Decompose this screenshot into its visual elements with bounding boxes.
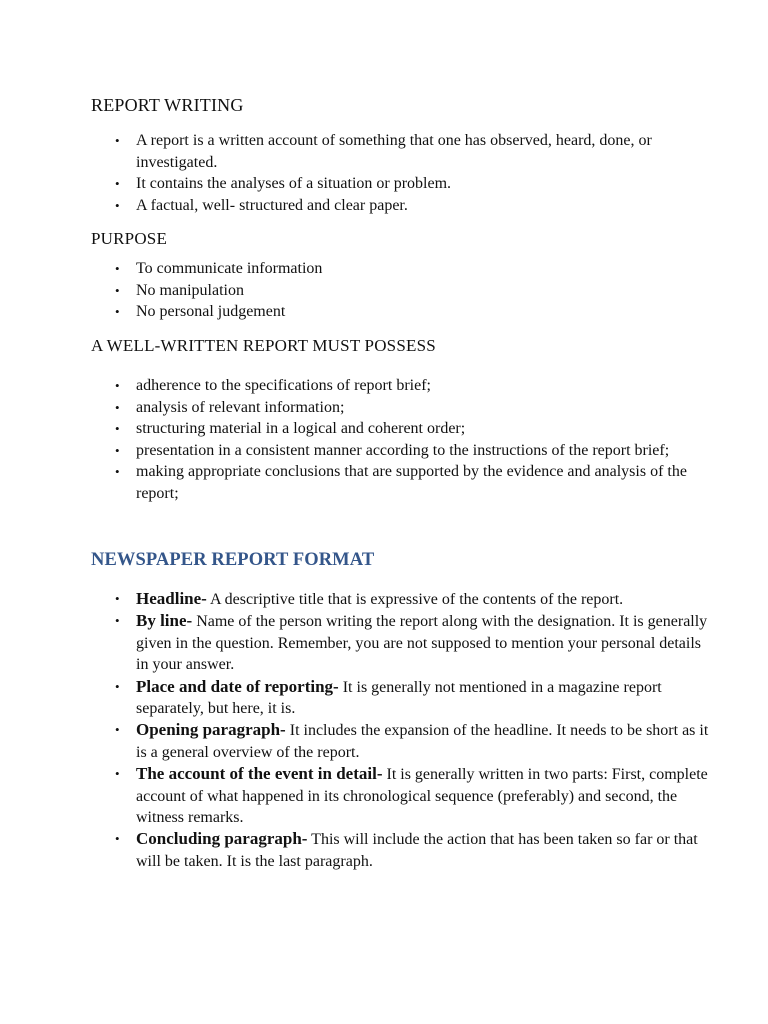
heading-well-written-report: A WELL-WRITTEN REPORT MUST POSSESS: [91, 336, 436, 355]
list-item: [91, 173, 691, 195]
bullet-icon: •: [115, 176, 120, 191]
heading-newspaper-report-format: NEWSPAPER REPORT FORMAT: [91, 550, 375, 570]
format-term: By line-: [136, 611, 193, 631]
list-item-text: To communicate information: [136, 260, 323, 277]
bullet-icon: •: [115, 421, 120, 436]
list-item: [91, 719, 711, 763]
list-item: [91, 258, 691, 280]
list-item-text: No manipulation: [136, 281, 244, 299]
list-item: [91, 130, 691, 173]
list-item: [91, 676, 711, 720]
bullet-icon: •: [115, 831, 120, 847]
list-item-text: No personal judgement: [136, 303, 286, 320]
list-item: [91, 610, 711, 675]
format-description: A descriptive title that is expressive of the contents of the report.: [206, 591, 624, 608]
format-term: Opening paragraph-: [136, 720, 286, 740]
format-description: It includes the expansion of the headline. It needs to be short as it is a general overview of the report.: [136, 722, 709, 761]
list-item-text: It contains the analyses of a situation or problem.: [136, 175, 452, 192]
format-description: Name of the person writing the report along with the designation. It is generally given in the question. Remember, you are not supposed to mention your personal details in your answer.: [136, 613, 708, 674]
bullet-icon: •: [115, 133, 120, 148]
list-item-text: structuring material in a logical and coherent order;: [136, 420, 466, 437]
list-item-text: presentation in a consistent manner according to the instructions of the report brief;: [136, 441, 670, 459]
bullet-icon: •: [115, 282, 120, 298]
format-term: Headline-: [136, 589, 207, 608]
purpose-list: [91, 258, 691, 323]
format-term: Concluding paragraph-: [136, 829, 308, 849]
list-item-text: adherence to the specifications of report brief;: [136, 377, 431, 394]
list-item-text: A factual, well- structured and clear paper.: [136, 196, 408, 214]
format-description: It is generally written in two parts: First, complete account of what happened in its chronological sequence (preferably) and second, the witness remarks.: [136, 766, 708, 827]
heading-purpose: PURPOSE: [91, 229, 168, 248]
list-item-text: analysis of relevant information;: [136, 398, 345, 416]
bullet-icon: •: [115, 678, 120, 694]
list-item: [91, 461, 691, 504]
format-term: Place and date of reporting-: [136, 676, 339, 696]
bullet-icon: •: [115, 613, 120, 629]
list-item-text: making appropriate conclusions that are supported by the evidence and analysis of the report;: [136, 463, 687, 502]
bullet-icon: •: [115, 591, 120, 606]
list-item: [91, 301, 691, 323]
format-description: It is generally not mentioned in a magazine report separately, but here, it is.: [136, 678, 662, 718]
bullet-icon: •: [115, 399, 120, 415]
list-item: [91, 828, 711, 872]
heading-report-writing: REPORT WRITING: [91, 95, 244, 115]
bullet-icon: •: [115, 442, 120, 458]
report-writing-list: [91, 130, 691, 216]
list-item: [91, 280, 691, 302]
bullet-icon: •: [115, 261, 120, 276]
list-item: [91, 195, 691, 217]
bullet-icon: •: [115, 464, 120, 479]
list-item: [91, 588, 711, 610]
bullet-icon: •: [115, 766, 120, 782]
list-item-text: A report is a written account of something that one has observed, heard, done, or investigated.: [136, 132, 652, 171]
list-item: [91, 763, 711, 828]
list-item: [91, 375, 691, 397]
well-written-report-list: [91, 375, 691, 504]
bullet-icon: •: [115, 197, 120, 213]
list-item: [91, 440, 691, 462]
bullet-icon: •: [115, 378, 120, 393]
bullet-icon: •: [115, 304, 120, 319]
bullet-icon: •: [115, 722, 120, 738]
format-term: The account of the event in detail-: [136, 764, 383, 784]
format-description: This will include the action that has been taken so far or that will be taken. It is the last paragraph.: [136, 831, 698, 870]
newspaper-format-list: [91, 588, 711, 872]
list-item: [91, 418, 691, 440]
list-item: [91, 397, 691, 419]
